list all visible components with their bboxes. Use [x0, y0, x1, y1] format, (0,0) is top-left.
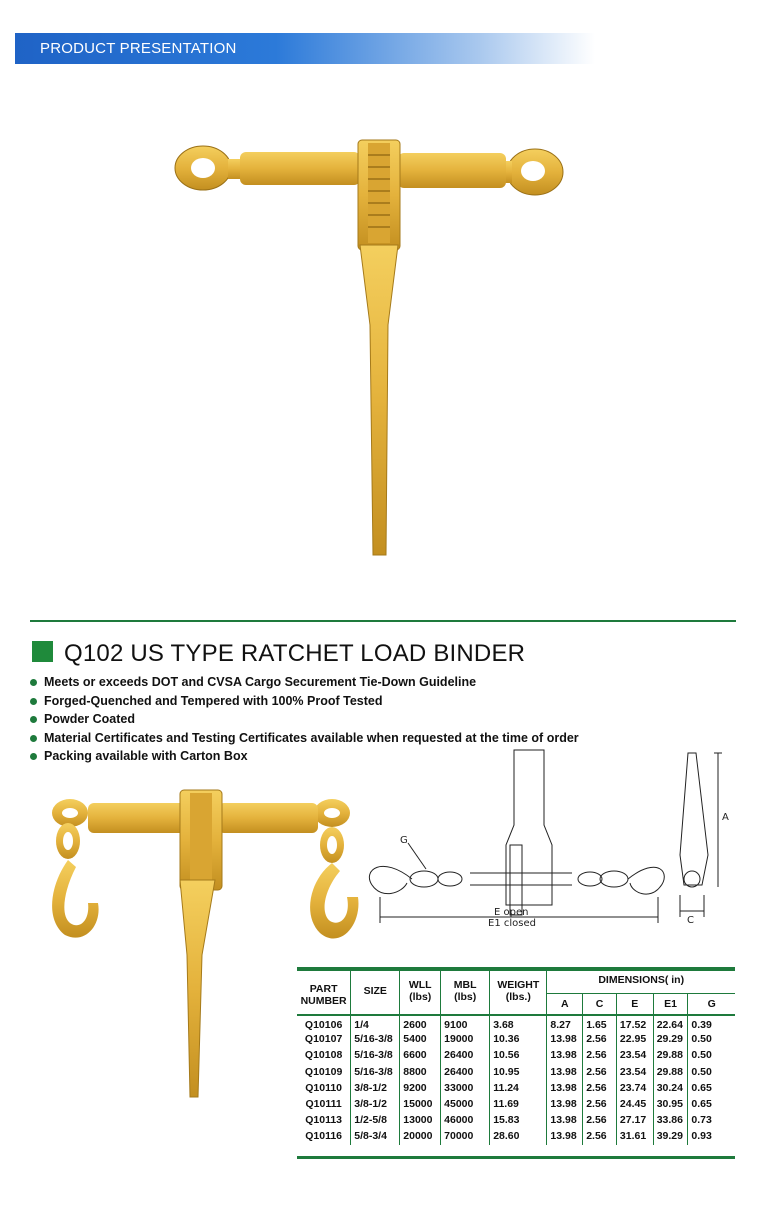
- label-e-open: E open: [494, 907, 529, 918]
- table-cell: Q10113: [305, 1114, 343, 1127]
- table-cell: 2.56: [583, 1031, 617, 1047]
- table-cell: 0.50: [688, 1064, 735, 1080]
- label-a: A: [722, 812, 729, 823]
- header-dim-a: A: [547, 993, 583, 1015]
- table-cell: 13.98: [547, 1112, 583, 1128]
- label-g: G: [400, 835, 408, 846]
- table-row: [297, 1080, 735, 1096]
- table-cell: 13.98: [547, 1128, 583, 1144]
- table-cell: 0.50: [688, 1047, 735, 1063]
- spec-table: [297, 967, 735, 1145]
- table-cell: 5/16-3/8: [351, 1047, 400, 1063]
- table-cell: 29.29: [653, 1031, 688, 1047]
- table-cell: 22.64: [653, 1015, 688, 1031]
- table-cell: 11.24: [490, 1080, 547, 1096]
- table-cell: 2600: [400, 1015, 441, 1031]
- table-row: [297, 1015, 735, 1031]
- table-cell: 13.98: [547, 1031, 583, 1047]
- table-cell: 5/16-3/8: [351, 1031, 400, 1047]
- table-cell: 15000: [400, 1096, 441, 1112]
- table-cell: Q10107: [304, 1033, 343, 1046]
- header-size: SIZE: [351, 967, 400, 1015]
- header-dimensions: DIMENSIONS( in): [547, 967, 735, 993]
- table-cell: 29.88: [653, 1064, 688, 1080]
- table-cell: 1.65: [583, 1015, 617, 1031]
- table-cell: 15.83: [490, 1112, 547, 1128]
- table-cell: 30.24: [653, 1080, 688, 1096]
- table-cell: 22.95: [616, 1031, 653, 1047]
- table-cell: 3/8-1/2: [351, 1096, 400, 1112]
- table-cell: 11.69: [490, 1096, 547, 1112]
- feature-item: Powder Coated: [30, 710, 579, 729]
- table-cell: 39.29: [653, 1128, 688, 1144]
- feature-item: Meets or exceeds DOT and CVSA Cargo Securement Tie-Down Guideline: [30, 673, 579, 692]
- table-cell: Q10110: [305, 1081, 343, 1094]
- table-bottom-rule: [297, 1156, 735, 1159]
- table-cell: 20000: [400, 1128, 441, 1144]
- table-cell: 27.17: [616, 1112, 653, 1128]
- table-cell: 26400: [441, 1047, 490, 1063]
- table-cell: 6600: [400, 1047, 441, 1063]
- table-cell: 5/8-3/4: [351, 1128, 400, 1144]
- table-cell: 10.95: [490, 1064, 547, 1080]
- table-row: [297, 1031, 735, 1047]
- header-wll: WLL (lbs): [400, 967, 441, 1015]
- table-cell: 2.56: [583, 1080, 617, 1096]
- header-part: PART NUMBER: [300, 982, 347, 1007]
- table-cell: 31.61: [616, 1128, 653, 1144]
- table-cell: 19000: [441, 1031, 490, 1047]
- table-cell: 10.36: [490, 1031, 547, 1047]
- table-cell: Q10116: [305, 1130, 343, 1143]
- dimension-diagram: [362, 745, 740, 940]
- table-cell: 26400: [441, 1064, 490, 1080]
- table-cell: 28.60: [490, 1128, 547, 1144]
- table-cell: 23.54: [616, 1064, 653, 1080]
- table-cell: 2.56: [583, 1096, 617, 1112]
- label-c: C: [687, 915, 694, 926]
- table-cell: Q10111: [305, 1098, 342, 1111]
- feature-item: Packing available with Carton Box: [30, 747, 579, 766]
- header-weight: WEIGHT (lbs.): [490, 967, 547, 1015]
- product-photo: [170, 135, 570, 565]
- table-cell: 1/2-5/8: [351, 1112, 400, 1128]
- table-cell: 2.56: [583, 1047, 617, 1063]
- table-cell: 5/16-3/8: [351, 1064, 400, 1080]
- table-cell: Q10106: [304, 1019, 343, 1032]
- table-cell: 17.52: [616, 1015, 653, 1031]
- table-cell: 33.86: [653, 1112, 688, 1128]
- table-cell: 13000: [400, 1112, 441, 1128]
- table-cell: 3.68: [490, 1015, 547, 1031]
- table-cell: 13.98: [547, 1047, 583, 1063]
- section-divider: [30, 620, 736, 622]
- table-cell: 0.65: [688, 1096, 735, 1112]
- table-cell: 30.95: [653, 1096, 688, 1112]
- table-cell: 2.56: [583, 1064, 617, 1080]
- table-cell: 0.73: [688, 1112, 735, 1128]
- table-cell: 0.50: [688, 1031, 735, 1047]
- table-cell: 2.56: [583, 1128, 617, 1144]
- product-title: Q102 US TYPE RATCHET LOAD BINDER: [64, 640, 526, 667]
- table-cell: 24.45: [616, 1096, 653, 1112]
- table-cell: 70000: [441, 1128, 490, 1144]
- table-cell: 10.56: [490, 1047, 547, 1063]
- section-banner: [15, 33, 595, 64]
- header-dim-e1: E1: [653, 993, 688, 1015]
- header-dim-e: E: [616, 993, 653, 1015]
- header-dim-g: G: [688, 993, 735, 1015]
- banner-title: PRODUCT PRESENTATION: [40, 40, 237, 57]
- table-cell: 13.98: [547, 1096, 583, 1112]
- title-marker: [32, 641, 53, 662]
- table-cell: Q10108: [304, 1049, 343, 1062]
- table-row: [297, 1096, 735, 1112]
- header-mbl: MBL (lbs): [441, 967, 490, 1015]
- table-cell: 0.65: [688, 1080, 735, 1096]
- table-row: [297, 1047, 735, 1063]
- table-cell: 0.39: [688, 1015, 735, 1031]
- table-cell: 45000: [441, 1096, 490, 1112]
- table-cell: 3/8-1/2: [351, 1080, 400, 1096]
- table-cell: Q10109: [304, 1065, 343, 1078]
- table-cell: 33000: [441, 1080, 490, 1096]
- table-cell: 46000: [441, 1112, 490, 1128]
- table-cell: 23.54: [616, 1047, 653, 1063]
- table-cell: 9100: [441, 1015, 490, 1031]
- table-cell: 29.88: [653, 1047, 688, 1063]
- table-row: [297, 1064, 735, 1080]
- table-cell: 2.56: [583, 1112, 617, 1128]
- feature-item: Material Certificates and Testing Certificates available when requested at the time of order: [30, 729, 579, 748]
- table-cell: 13.98: [547, 1080, 583, 1096]
- label-e1-closed: E1 closed: [488, 918, 536, 929]
- table-cell: 0.93: [688, 1128, 735, 1144]
- table-cell: 8800: [400, 1064, 441, 1080]
- table-cell: 1/4: [351, 1015, 400, 1031]
- table-row: [297, 1128, 735, 1144]
- feature-item: Forged-Quenched and Tempered with 100% Proof Tested: [30, 692, 579, 711]
- table-row: [297, 1112, 735, 1128]
- table-cell: 13.98: [547, 1064, 583, 1080]
- table-cell: 8.27: [547, 1015, 583, 1031]
- table-cell: 9200: [400, 1080, 441, 1096]
- header-dim-c: C: [583, 993, 617, 1015]
- table-cell: 23.74: [616, 1080, 653, 1096]
- table-cell: 5400: [400, 1031, 441, 1047]
